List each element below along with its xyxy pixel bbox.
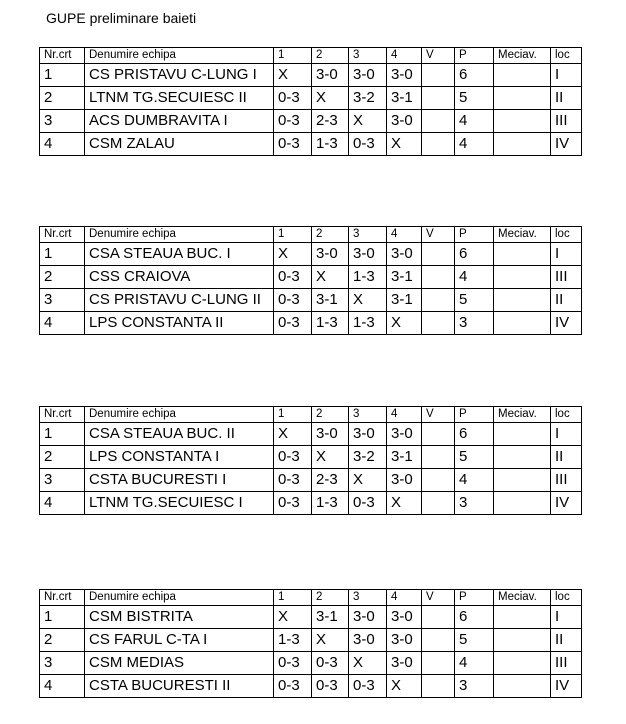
match-2: X — [312, 629, 349, 652]
header-nr: Nr.crt — [40, 48, 85, 64]
match-2: 0-3 — [312, 652, 349, 675]
match-2: 3-0 — [312, 64, 349, 87]
victories — [422, 606, 455, 629]
victories — [422, 64, 455, 87]
points: 6 — [455, 243, 494, 266]
match-1: 0-3 — [274, 446, 312, 469]
match-2: 1-3 — [312, 133, 349, 156]
header-meciav: Meciav. — [494, 227, 551, 243]
match-3: 0-3 — [349, 133, 387, 156]
place: II — [551, 629, 582, 652]
header-nr: Nr.crt — [40, 590, 85, 606]
meciav — [494, 469, 551, 492]
table-row — [40, 492, 582, 515]
table-row — [40, 289, 582, 312]
table-row — [40, 629, 582, 652]
team-name: ACS DUMBRAVITA I — [85, 110, 274, 133]
points: 6 — [455, 64, 494, 87]
victories — [422, 469, 455, 492]
header-nr: Nr.crt — [40, 407, 85, 423]
points: 4 — [455, 652, 494, 675]
meciav — [494, 289, 551, 312]
table-row — [40, 312, 582, 335]
header-loc: loc — [551, 590, 582, 606]
team-name: LTNM TG.SECUIESC II — [85, 87, 274, 110]
table-row — [40, 87, 582, 110]
header-m3: 3 — [349, 48, 387, 64]
match-3: 0-3 — [349, 492, 387, 515]
team-name: CSA STEAUA BUC. II — [85, 423, 274, 446]
header-meciav: Meciav. — [494, 407, 551, 423]
place: II — [551, 289, 582, 312]
header-m1: 1 — [274, 227, 312, 243]
page-title: GUPE preliminare baieti — [46, 10, 197, 26]
victories — [422, 243, 455, 266]
team-name: CSTA BUCURESTI II — [85, 675, 274, 698]
meciav — [494, 652, 551, 675]
header-m4: 4 — [387, 407, 422, 423]
match-3: 1-3 — [349, 312, 387, 335]
match-4: 3-1 — [387, 87, 422, 110]
match-4: 3-0 — [387, 243, 422, 266]
header-p: P — [455, 590, 494, 606]
match-3: 3-0 — [349, 629, 387, 652]
match-1: 0-3 — [274, 110, 312, 133]
match-2: 3-0 — [312, 423, 349, 446]
meciav — [494, 133, 551, 156]
header-loc: loc — [551, 227, 582, 243]
header-m3: 3 — [349, 590, 387, 606]
header-m4: 4 — [387, 590, 422, 606]
header-m3: 3 — [349, 407, 387, 423]
header-team: Denumire echipa — [85, 48, 274, 64]
row-nr: 4 — [40, 675, 85, 698]
team-name: CS PRISTAVU C-LUNG I — [85, 64, 274, 87]
meciav — [494, 266, 551, 289]
place: IV — [551, 133, 582, 156]
match-3: X — [349, 289, 387, 312]
table-row — [40, 133, 582, 156]
row-nr: 3 — [40, 652, 85, 675]
victories — [422, 492, 455, 515]
header-v: V — [422, 48, 455, 64]
match-4: X — [387, 492, 422, 515]
row-nr: 2 — [40, 446, 85, 469]
meciav — [494, 423, 551, 446]
meciav — [494, 312, 551, 335]
victories — [422, 289, 455, 312]
match-4: 3-0 — [387, 469, 422, 492]
place: III — [551, 110, 582, 133]
row-nr: 4 — [40, 133, 85, 156]
team-name: CS FARUL C-TA I — [85, 629, 274, 652]
match-4: 3-0 — [387, 606, 422, 629]
row-nr: 1 — [40, 606, 85, 629]
match-3: 3-2 — [349, 446, 387, 469]
header-team: Denumire echipa — [85, 407, 274, 423]
header-m2: 2 — [312, 590, 349, 606]
match-1: 0-3 — [274, 675, 312, 698]
match-3: 3-2 — [349, 87, 387, 110]
points: 5 — [455, 629, 494, 652]
row-nr: 1 — [40, 64, 85, 87]
header-m3: 3 — [349, 227, 387, 243]
row-nr: 4 — [40, 312, 85, 335]
meciav — [494, 606, 551, 629]
match-2: 2-3 — [312, 469, 349, 492]
match-3: X — [349, 469, 387, 492]
points: 4 — [455, 110, 494, 133]
place: IV — [551, 312, 582, 335]
place: IV — [551, 492, 582, 515]
table-row — [40, 675, 582, 698]
points: 4 — [455, 133, 494, 156]
match-2: 3-0 — [312, 243, 349, 266]
victories — [422, 312, 455, 335]
meciav — [494, 446, 551, 469]
team-name: CSM BISTRITA — [85, 606, 274, 629]
match-1: 0-3 — [274, 652, 312, 675]
meciav — [494, 492, 551, 515]
match-3: X — [349, 652, 387, 675]
team-name: CSM MEDIAS — [85, 652, 274, 675]
header-m2: 2 — [312, 48, 349, 64]
victories — [422, 110, 455, 133]
meciav — [494, 87, 551, 110]
header-v: V — [422, 227, 455, 243]
match-1: 0-3 — [274, 289, 312, 312]
points: 4 — [455, 469, 494, 492]
team-name: CSM ZALAU — [85, 133, 274, 156]
table-row — [40, 652, 582, 675]
team-name: LTNM TG.SECUIESC I — [85, 492, 274, 515]
header-p: P — [455, 48, 494, 64]
group-table-4 — [39, 589, 582, 698]
header-m4: 4 — [387, 227, 422, 243]
place: I — [551, 606, 582, 629]
header-v: V — [422, 590, 455, 606]
match-3: X — [349, 110, 387, 133]
place: I — [551, 423, 582, 446]
match-2: X — [312, 87, 349, 110]
row-nr: 1 — [40, 243, 85, 266]
row-nr: 4 — [40, 492, 85, 515]
header-row — [40, 48, 582, 64]
match-3: 0-3 — [349, 675, 387, 698]
team-name: CSA STEAUA BUC. I — [85, 243, 274, 266]
points: 6 — [455, 606, 494, 629]
match-1: X — [274, 64, 312, 87]
match-3: 3-0 — [349, 64, 387, 87]
points: 3 — [455, 492, 494, 515]
table-row — [40, 64, 582, 87]
place: III — [551, 266, 582, 289]
points: 3 — [455, 675, 494, 698]
header-row — [40, 407, 582, 423]
match-1: 0-3 — [274, 87, 312, 110]
header-p: P — [455, 227, 494, 243]
match-2: 1-3 — [312, 312, 349, 335]
points: 3 — [455, 312, 494, 335]
table-row — [40, 110, 582, 133]
points: 5 — [455, 87, 494, 110]
header-meciav: Meciav. — [494, 590, 551, 606]
team-name: LPS CONSTANTA I — [85, 446, 274, 469]
meciav — [494, 110, 551, 133]
match-4: 3-1 — [387, 446, 422, 469]
match-4: 3-0 — [387, 423, 422, 446]
match-4: X — [387, 133, 422, 156]
row-nr: 2 — [40, 629, 85, 652]
match-1: X — [274, 423, 312, 446]
team-name: CS PRISTAVU C-LUNG II — [85, 289, 274, 312]
place: III — [551, 652, 582, 675]
match-1: 0-3 — [274, 266, 312, 289]
row-nr: 3 — [40, 110, 85, 133]
row-nr: 3 — [40, 289, 85, 312]
match-1: X — [274, 606, 312, 629]
match-4: 3-0 — [387, 652, 422, 675]
team-name: CSS CRAIOVA — [85, 266, 274, 289]
table-row — [40, 446, 582, 469]
match-4: 3-0 — [387, 629, 422, 652]
meciav — [494, 629, 551, 652]
match-3: 3-0 — [349, 243, 387, 266]
match-2: X — [312, 266, 349, 289]
meciav — [494, 64, 551, 87]
match-1: 1-3 — [274, 629, 312, 652]
header-v: V — [422, 407, 455, 423]
header-loc: loc — [551, 48, 582, 64]
match-4: X — [387, 312, 422, 335]
victories — [422, 675, 455, 698]
match-2: 0-3 — [312, 675, 349, 698]
match-4: 3-0 — [387, 110, 422, 133]
header-p: P — [455, 407, 494, 423]
victories — [422, 629, 455, 652]
meciav — [494, 243, 551, 266]
victories — [422, 87, 455, 110]
team-name: LPS CONSTANTA II — [85, 312, 274, 335]
group-table-2 — [39, 226, 582, 335]
header-m2: 2 — [312, 407, 349, 423]
match-2: 3-1 — [312, 289, 349, 312]
table-row — [40, 243, 582, 266]
points: 5 — [455, 289, 494, 312]
match-2: 3-1 — [312, 606, 349, 629]
match-4: 3-1 — [387, 289, 422, 312]
match-4: X — [387, 675, 422, 698]
header-m1: 1 — [274, 48, 312, 64]
points: 5 — [455, 446, 494, 469]
header-row — [40, 227, 582, 243]
place: IV — [551, 675, 582, 698]
group-table-3 — [39, 406, 582, 515]
victories — [422, 423, 455, 446]
victories — [422, 446, 455, 469]
match-1: 0-3 — [274, 133, 312, 156]
match-3: 3-0 — [349, 606, 387, 629]
place: I — [551, 243, 582, 266]
match-1: 0-3 — [274, 492, 312, 515]
table-row — [40, 606, 582, 629]
header-team: Denumire echipa — [85, 227, 274, 243]
meciav — [494, 675, 551, 698]
row-nr: 2 — [40, 87, 85, 110]
match-2: 2-3 — [312, 110, 349, 133]
row-nr: 3 — [40, 469, 85, 492]
place: III — [551, 469, 582, 492]
points: 6 — [455, 423, 494, 446]
table-row — [40, 423, 582, 446]
header-team: Denumire echipa — [85, 590, 274, 606]
header-m4: 4 — [387, 48, 422, 64]
table-row — [40, 469, 582, 492]
header-m2: 2 — [312, 227, 349, 243]
team-name: CSTA BUCURESTI I — [85, 469, 274, 492]
match-4: 3-1 — [387, 266, 422, 289]
place: I — [551, 64, 582, 87]
header-row — [40, 590, 582, 606]
row-nr: 1 — [40, 423, 85, 446]
match-1: 0-3 — [274, 312, 312, 335]
row-nr: 2 — [40, 266, 85, 289]
place: II — [551, 446, 582, 469]
group-table-1 — [39, 47, 582, 156]
header-loc: loc — [551, 407, 582, 423]
victories — [422, 266, 455, 289]
victories — [422, 652, 455, 675]
match-1: 0-3 — [274, 469, 312, 492]
header-meciav: Meciav. — [494, 48, 551, 64]
match-2: X — [312, 446, 349, 469]
points: 4 — [455, 266, 494, 289]
match-2: 1-3 — [312, 492, 349, 515]
table-row — [40, 266, 582, 289]
match-3: 3-0 — [349, 423, 387, 446]
match-3: 1-3 — [349, 266, 387, 289]
victories — [422, 133, 455, 156]
match-4: 3-0 — [387, 64, 422, 87]
header-nr: Nr.crt — [40, 227, 85, 243]
place: II — [551, 87, 582, 110]
header-m1: 1 — [274, 590, 312, 606]
header-m1: 1 — [274, 407, 312, 423]
match-1: X — [274, 243, 312, 266]
